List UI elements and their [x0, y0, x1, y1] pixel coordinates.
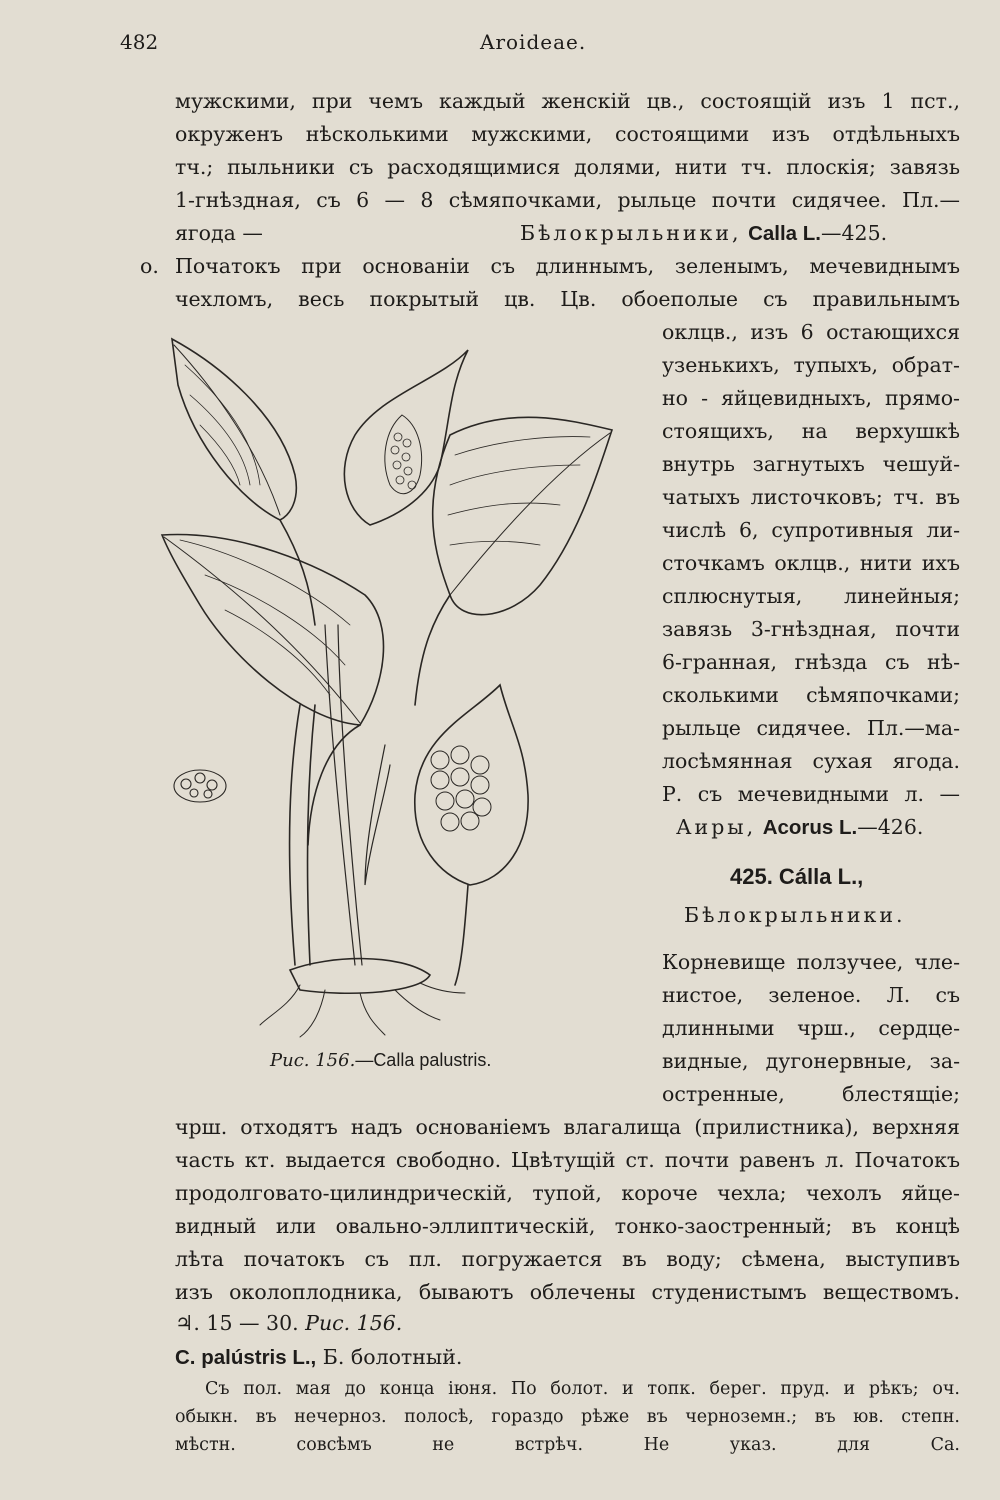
key-right-13: рыльце сидячее. Пл.—ма-	[662, 716, 960, 740]
species-common-name: Б. болотный.	[322, 1345, 463, 1369]
running-title: Aroideae.	[480, 30, 587, 54]
key-right-10: завязь 3-гнѣздная, почти	[662, 617, 960, 641]
key-right-5: внутрь загнутыхъ чешуй-	[662, 452, 960, 476]
key-line-4: 1-гнѣздная, съ 6 — 8 сѣмяпочками, рыльце почти сидячее. Пл.—	[175, 188, 960, 212]
key-right-11: 6-гранная, гнѣзда съ нѣ-	[662, 650, 960, 674]
key-right-9: сплюснутыя, линейныя;	[662, 584, 960, 608]
figure-caption-name: —Calla palustris.	[355, 1050, 492, 1070]
key-right-6: чатыхъ листочковъ; тч. въ	[662, 485, 960, 509]
genus-full-3: продолговато-цилиндрическiй, тупой, короче чехла; чехолъ яйце-	[175, 1181, 960, 1205]
genus-ref-number: —425.	[821, 221, 888, 245]
key-line-5-end	[520, 216, 887, 251]
genus-desc-4: видные, дугонервные, за-	[662, 1049, 960, 1073]
page-number: 482	[120, 30, 159, 54]
genus-full-7	[175, 1306, 402, 1340]
genus-full-2: часть кт. выдается свободно. Цвѣтущiй ст. почти равенъ л. Початокъ	[175, 1148, 960, 1172]
key-line-6: Початокъ при основанiи съ длиннымъ, зеленымъ, мечевиднымъ	[175, 254, 960, 278]
acorus-common-ref: Аиры,	[676, 815, 757, 839]
key-right-12: сколькими сѣмяпочками;	[662, 683, 960, 707]
acorus-ref-number: —426.	[857, 815, 924, 839]
key-line-5-start: ягода —	[175, 221, 263, 245]
species-note-2: обыкн. въ нечерноз. полосѣ, гораздо рѣже въ черноземн.; въ юв. степн.	[175, 1407, 960, 1427]
genus-desc-2: нистое, зеленое. Л. съ	[662, 983, 960, 1007]
genus-ref-calla: Calla L.	[748, 222, 821, 245]
key-right-8: сточкамъ оклцв., нити ихъ	[662, 551, 960, 575]
key-right-15: Р. съ мечевидными л. —	[662, 782, 960, 806]
key-right-2: узенькихъ, тупыхъ, обрат-	[662, 353, 960, 377]
genus-full-5: лѣта початокъ съ пл. погружается въ воду; сѣмена, выступивъ	[175, 1247, 960, 1271]
genus-common-name: Бѣлокрыльники.	[684, 903, 906, 927]
genus-full-4: видный или овально-эллиптическiй, тонко-заостренный; въ концѣ	[175, 1214, 960, 1238]
calla-palustris-illustration	[150, 325, 650, 1045]
key-line-3: тч.; пыльники съ расходящимися долями, нити тч. плоскiя; завязь	[175, 155, 960, 179]
figure-caption	[270, 1045, 491, 1076]
key-right-3: но - яйцевидныхъ, прямо-	[662, 386, 960, 410]
genus-desc-1: Корневище ползучее, чле-	[662, 950, 960, 974]
genus-full-6: изъ околоплодника, бываютъ облечены студенистымъ веществомъ.	[175, 1280, 960, 1304]
key-marker-o: о.	[140, 254, 159, 278]
genus-heading: 425. Cálla L.,	[730, 864, 864, 889]
genus-desc-5: остренные, блестящiе;	[662, 1082, 960, 1106]
genus-ref-acorus: Acorus L.	[762, 816, 858, 839]
key-right-14: лосѣмянная сухая ягода.	[662, 749, 960, 773]
key-right-16	[676, 810, 923, 845]
key-line-2: окруженъ нѣсколькими мужскими, состоящими изъ отдѣльныхъ	[175, 122, 960, 146]
perennial-size: ♃. 15 — 30.	[175, 1311, 299, 1335]
genus-full-1: чрш. отходятъ надъ основанiемъ влагалища (прилистника), верхняя	[175, 1115, 960, 1139]
key-right-1: оклцв., изъ 6 остающихся	[662, 320, 960, 344]
genus-desc-3: длинными чрш., сердце-	[662, 1016, 960, 1040]
species-note-1: Съ пол. мая до конца iюня. По болот. и топк. берег. пруд. и рѣкъ; оч.	[205, 1379, 960, 1399]
species-note-3: мѣстн. совсѣмъ не встрѣч. Не указ. для Са.	[175, 1435, 960, 1455]
figure-reference: Рис. 156.	[305, 1311, 403, 1335]
genus-common-ref: Бѣлокрыльники,	[520, 221, 742, 245]
species-name: C. palústris L.,	[175, 1346, 317, 1369]
figure-caption-label: Рис. 156.	[270, 1050, 356, 1071]
key-line-7: чехломъ, весь покрытый цв. Цв. обоеполые съ правильнымъ	[175, 287, 960, 311]
key-right-7: числѣ 6, супротивныя ли-	[662, 518, 960, 542]
key-right-4: стоящихъ, на верхушкѣ	[662, 419, 960, 443]
species-line	[175, 1340, 462, 1375]
key-line-1: мужскими, при чемъ каждый женскiй цв., состоящiй изъ 1 пст.,	[175, 89, 960, 113]
